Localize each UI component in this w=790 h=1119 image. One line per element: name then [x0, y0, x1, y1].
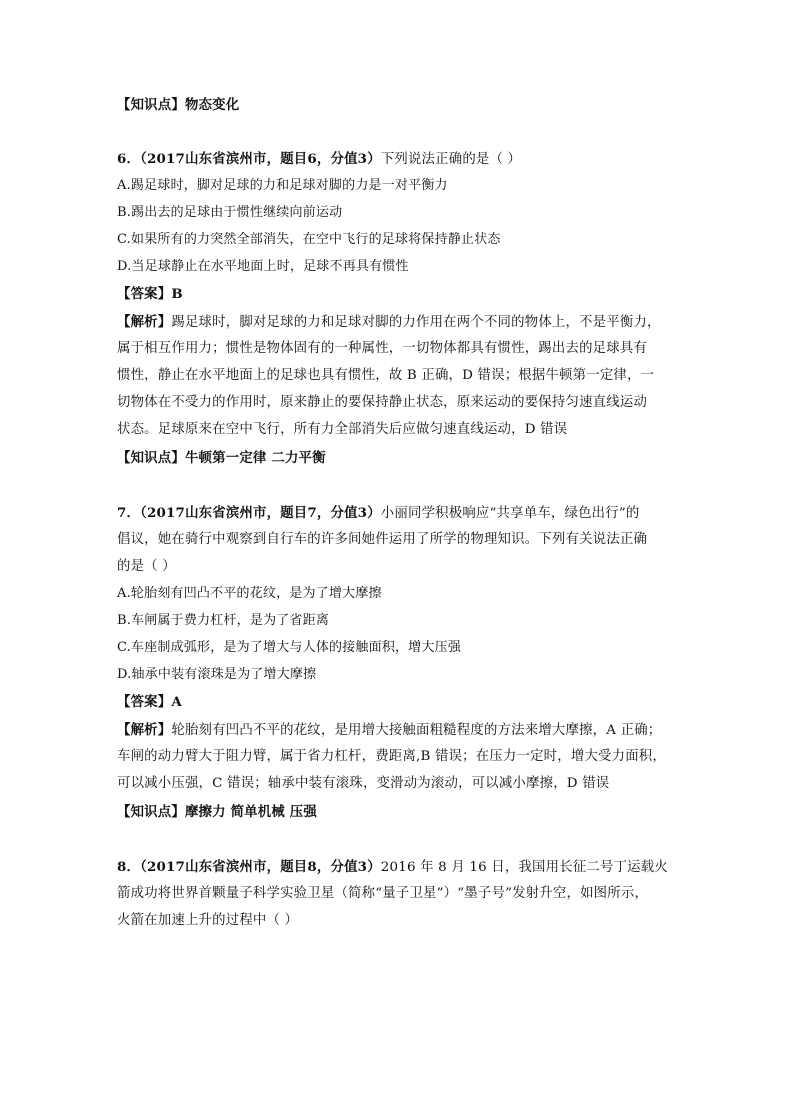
question-8-stem-line-3: 火箭在加速上升的过程中（ ）	[117, 913, 299, 928]
question-6-answer	[117, 285, 183, 304]
analysis-label: 【解析】	[117, 314, 172, 330]
question-8-stem-line-1: 8．（2017山东省滨州市，题目8，分值3）2016 年 8 月 16 日，我国用长征二号丁运载火	[117, 859, 668, 875]
answer-value: B	[171, 286, 183, 302]
question-7-option-b: B.车闸属于费力杠杆，是为了省距离	[117, 613, 330, 628]
question-7-analysis-line-1: 【解析】轮胎刻有凹凸不平的花纹，是用增大接触面粗糙程度的方法来增大摩擦，A 正确；	[117, 722, 662, 738]
question-6-option-d: D.当足球静止在水平地面上时，足球不再具有惯性	[117, 259, 409, 274]
question-7-stem-line-2: 倡议，她在骑行中观察到自行车的许多间她件运用了所学的物理知识。下列有关说法正确	[117, 532, 648, 547]
question-8-stem-line-2: 箭成功将世界首颗量子科学实验卫星（简称“量子卫星”）“墨子号”发射升空，如图所示，	[117, 886, 649, 901]
question-6-source: 6．（2017山东省滨州市，题目6，分值3）	[117, 151, 381, 167]
question-7-source: 7．（2017山东省滨州市，题目7，分值3）	[117, 505, 381, 521]
question-7-analysis-line-2: 车闸的动力臂大于阻力臂，属于省力杠杆，费距离,B 错误；在压力一定时，增大受力面积，	[117, 749, 666, 764]
question-7-option-a: A.轮胎刻有凹凸不平的花纹，是为了增大摩擦	[117, 586, 382, 601]
question-6-analysis-line-2: 属于相互作用力；惯性是物体固有的一种属性，一切物体都具有惯性，踢出去的足球具有	[117, 341, 648, 356]
question-6-analysis-line-4: 切物体在不受力的作用时，原来静止的要保持静止状态，原来运动的要保持匀速直线运动	[117, 395, 648, 410]
question-8-source: 8．（2017山东省滨州市，题目8，分值3）	[117, 859, 381, 875]
question-6-option-b: B.踢出去的足球由于惯性继续向前运动	[117, 205, 343, 220]
question-6-analysis-line-1: 【解析】踢足球时，脚对足球的力和足球对脚的力作用在两个不同的物体上，不是平衡力，	[117, 314, 661, 330]
analysis-label: 【解析】	[117, 722, 172, 738]
question-7-knowledge-point: 【知识点】摩擦力 简单机械 压强	[117, 804, 317, 820]
question-7-stem-line-3: 的是（ ）	[117, 559, 176, 574]
question-6-option-c: C.如果所有的力突然全部消失，在空中飞行的足球将保持静止状态	[117, 232, 501, 247]
question-7-stem-line-1: 7．（2017山东省滨州市，题目7，分值3）小丽同学积极响应“共享单车，绿色出行”的	[117, 505, 640, 521]
answer-label: 【答案】	[117, 286, 172, 302]
question-6-text: 下列说法正确的是（ ）	[380, 152, 522, 167]
question-6-option-a: A.踢足球时，脚对足球的力和足球对脚的力是一对平衡力	[117, 178, 448, 193]
question-6-stem	[117, 150, 521, 169]
question-7-option-d: D.轴承中装有滚珠是为了增大摩擦	[117, 667, 317, 682]
question-7-analysis-line-3: 可以减小压强，C 错误；轴承中装有滚珠，变滑动为滚动，可以减小摩擦，D 错误	[117, 776, 610, 791]
question-6-analysis-line-3: 惯性，静止在水平地面上的足球也具有惯性，故 B 正确，D 错误；根据牛顿第一定律，一	[117, 368, 655, 383]
question-7-answer	[117, 693, 182, 712]
answer-label: 【答案】	[117, 694, 172, 710]
knowledge-point-previous: 【知识点】物态变化	[117, 97, 240, 113]
question-6-knowledge-point: 【知识点】牛顿第一定律 二力平衡	[117, 450, 326, 466]
question-6-analysis-line-5: 状态。足球原来在空中飞行，所有力全部消失后应做匀速直线运动，D 错误	[117, 422, 568, 437]
question-7-option-c: C.车座制成弧形，是为了增大与人体的接触面积，增大压强	[117, 640, 462, 655]
answer-value: A	[171, 694, 182, 710]
